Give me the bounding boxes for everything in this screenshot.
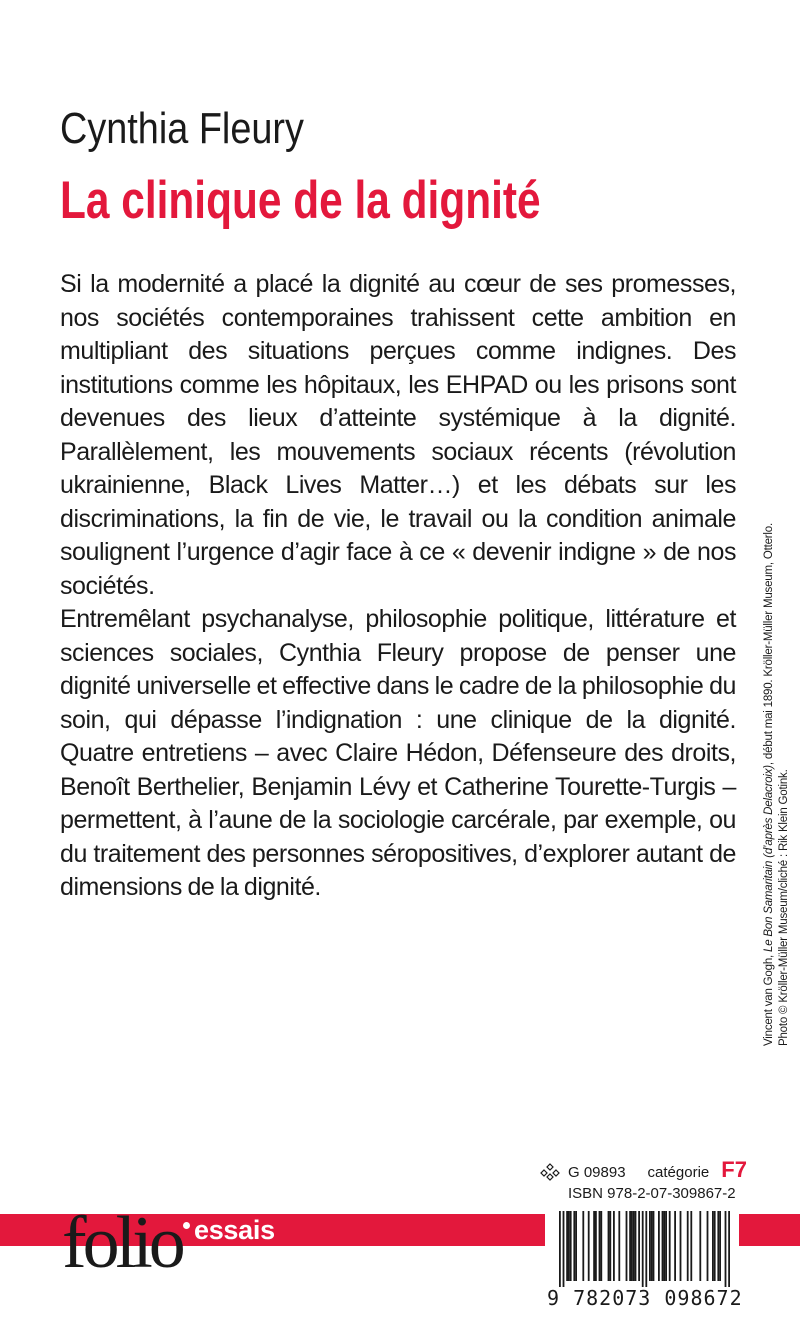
- barcode-bar: [575, 1211, 577, 1281]
- credit-artist: Vincent van Gogh,: [763, 951, 775, 1046]
- barcode-bar: [635, 1211, 637, 1281]
- barcode-bar: [618, 1211, 620, 1281]
- barcode-bar: [653, 1211, 655, 1281]
- category-label: catégorie: [647, 1164, 710, 1181]
- category-code: F7: [721, 1157, 747, 1182]
- barcode-bar: [608, 1211, 610, 1281]
- barcode-bar: [633, 1211, 635, 1281]
- barcode-bar: [719, 1211, 721, 1281]
- barcode-bar: [714, 1211, 716, 1281]
- credit-details: , début mai 1890. Kröller-Müller Museum, Otterlo.: [763, 523, 775, 766]
- barcode-bar: [629, 1211, 631, 1281]
- image-credit: [762, 523, 791, 1046]
- barcode-bar: [563, 1211, 565, 1287]
- barcode-bar: [663, 1211, 665, 1281]
- isbn-text: ISBN 978-2-07-309867-2: [568, 1185, 736, 1202]
- blurb-paragraph: Si la modernité a placé la dignité au cœur de ses promesses, nos sociétés contemporaines trahissent cette ambition en multipliant des situations perçues comme indignes. Des institutions comme les hôpitaux, les EHPAD ou les prisons sont devenues des lieux d’atteinte systémique à la dignité. Parallèlement, les mouvements sociaux récents (révolution ukrainienne, Black Lives Matter…) et les débats sur les discriminations, la fin de vie, le travail ou la condition animale soulignent l’urgence d’agir face à ce « devenir indigne » de nos sociétés.: [60, 270, 736, 600]
- barcode-bar: [717, 1211, 719, 1281]
- barcode-bar: [725, 1211, 727, 1287]
- barcode-bar: [568, 1211, 570, 1281]
- barcode-bar: [600, 1211, 602, 1281]
- barcode: [545, 1208, 743, 1313]
- barcode-bar: [609, 1211, 611, 1281]
- barcode-bar: [642, 1211, 644, 1287]
- barcode-bar: [573, 1211, 575, 1281]
- barcode-bar: [588, 1211, 590, 1281]
- barcode-bar: [687, 1211, 689, 1281]
- barcode-bar: [690, 1211, 692, 1281]
- barcode-bar: [582, 1211, 584, 1281]
- book-title: La clinique de la dignité: [60, 171, 541, 230]
- barcode-bar: [707, 1211, 709, 1281]
- barcode-bar: [595, 1211, 597, 1281]
- barcode-bar: [566, 1211, 568, 1281]
- barcode-bar: [626, 1211, 628, 1281]
- barcode-bar: [674, 1211, 676, 1281]
- barcode-bar: [658, 1211, 660, 1281]
- back-cover-blurb: [60, 268, 736, 905]
- blurb-paragraph: Entremêlant psychanalyse, philosophie politique, littérature et sciences sociales, Cynthia Fleury propose de penser une dignité universelle et effective dans le cadre de la philosophie du soin, qui dépasse l’indignation : une clinique de la dignité. Quatre entretiens – avec Claire Hédon, Défenseure des droits, Benoît Berthelier, Benjamin Lévy et Catherine Tourette-Turgis – permettent, à l’aune de la sociologie carcérale, par exemple, ou du traitement des personnes séropositives, d’explorer autant de dimensions de la dignité.: [60, 605, 736, 901]
- barcode-bar: [669, 1211, 671, 1281]
- folio-logo-dot: [183, 1222, 190, 1229]
- barcode-bar: [593, 1211, 595, 1281]
- barcode-bar: [712, 1211, 714, 1281]
- barcode-bar: [613, 1211, 615, 1281]
- barcode-bar: [631, 1211, 633, 1281]
- barcode-bar: [699, 1211, 701, 1281]
- g-code: G 09893: [568, 1164, 626, 1181]
- barcode-bar: [680, 1211, 682, 1281]
- credit-line-photo: Photo © Kröller-Müller Museum/cliché : Rik Klein Gotink.: [777, 769, 790, 1046]
- barcode-bar: [559, 1211, 561, 1287]
- gallimard-icon: [540, 1163, 560, 1181]
- barcode-bar: [638, 1211, 640, 1281]
- series-name: essais: [194, 1215, 275, 1245]
- barcode-bar: [665, 1211, 667, 1281]
- barcode-bar: [645, 1211, 647, 1287]
- barcode-bar: [649, 1211, 651, 1281]
- credit-line-artwork: [762, 523, 777, 1046]
- barcode-bar: [662, 1211, 664, 1281]
- barcode-bar: [651, 1211, 653, 1281]
- barcode-bars: [545, 1208, 739, 1288]
- author-name: Cynthia Fleury: [60, 104, 304, 153]
- barcode-bar: [570, 1211, 572, 1281]
- barcode-digits: 9 782073 098672: [547, 1286, 743, 1310]
- folio-logo: folio: [62, 1202, 182, 1284]
- credit-artwork-title: Le Bon Samaritain (d’après Delacroix): [763, 765, 775, 952]
- publisher-codes: [540, 1155, 747, 1202]
- barcode-bar: [599, 1211, 601, 1281]
- barcode-bar: [728, 1211, 730, 1287]
